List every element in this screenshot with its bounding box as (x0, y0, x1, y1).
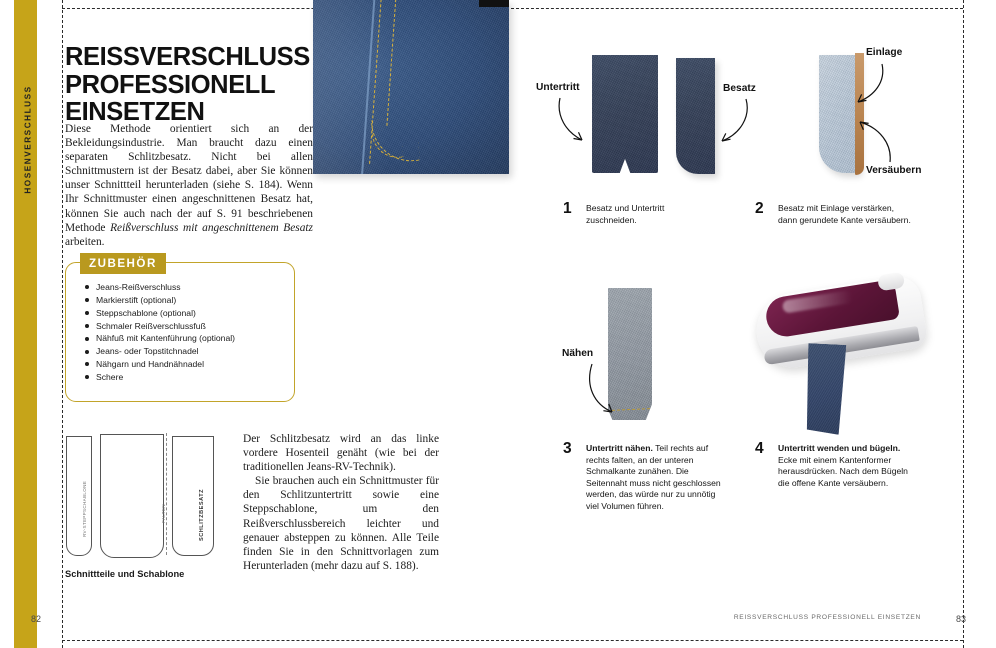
fold-line (166, 433, 167, 555)
photo-corner-mark (479, 0, 509, 7)
trim-line-left (62, 0, 63, 648)
step-3-arrow-naehen (586, 362, 630, 418)
step-4-caption (778, 443, 918, 489)
pattern-pieces-diagram (66, 436, 231, 556)
step-4-photo-fabric (804, 343, 847, 435)
list-item: Schere (84, 371, 294, 384)
pattern-piece-label: RV-STEPPSCHABLONE (82, 480, 87, 537)
body-text-column (243, 432, 439, 573)
list-item: Nähfuß mit Kantenführung (optional) (84, 332, 294, 345)
step-3-caption (586, 443, 726, 513)
step-1-label-besatz: Besatz (723, 83, 756, 94)
iron-knob (877, 272, 905, 292)
step-1-number: 1 (563, 200, 572, 217)
step-3-caption-bold: Untertritt nähen. (586, 443, 653, 453)
list-item: Schmaler Reißverschlussfuß (84, 320, 294, 333)
step-4-caption-bold: Untertritt wenden und bügeln. (778, 443, 901, 453)
list-item: Markierstift (optional) (84, 294, 294, 307)
step-3-label-naehen: Nähen (562, 348, 594, 359)
list-item: Jeans- oder Topstitchnadel (84, 345, 294, 358)
footer-title: REISSVERSCHLUSS PROFESSIONELL EINSETZEN (733, 614, 921, 621)
step-2-label-einlage: Einlage (866, 47, 903, 58)
pattern-piece-template (66, 436, 92, 556)
running-head-vertical: HOSENVERSCHLUSS (23, 85, 33, 194)
step-1-label-untertritt: Untertritt (536, 82, 580, 93)
intro-paragraph: Diese Methode orientiert sich an der Bekleidungsindustrie. Man braucht dazu einen separaten Schlitzbesatz. Nicht bei allen Schnittmustern ist der Besatz dabei, aber Sie können unser Schnittteil herunterladen (siehe S. 184). Wenn Ihr Schnittmuster einen angeschnittenen Besatz hat, können Sie auch nach der auf S. 91 beschriebenen Methode Reißverschluss mit angeschnittenem Besatz arbeiten. (65, 123, 313, 248)
page-number-right: 83 (955, 614, 966, 624)
hero-photo-jeans-fly (313, 0, 509, 174)
list-item: Steppschablone (optional) (84, 307, 294, 320)
step-3-number: 3 (563, 440, 572, 457)
trim-line-bottom (62, 640, 963, 641)
fold-label: FALTEN (161, 504, 166, 523)
body-paragraph: Sie brauchen auch ein Schnittmuster für den Schlitzuntertritt sowie eine Steppschablone, um den Reißverschlussbereich leichter und genauer absteppen zu können. Alle Teile finden Sie in den Schnittvorlagen zum Herunterladen (mehr dazu auf S. 188). (243, 475, 439, 572)
pattern-piece-undertritt (100, 434, 164, 558)
step-2-arrow-einlage (848, 62, 888, 108)
pattern-piece-besatz (172, 436, 214, 556)
step-2-caption: Besatz mit Einlage verstärken, dann gerundete Kante versäubern. (778, 203, 911, 225)
pattern-piece-label: SCHLITZBESATZ (199, 488, 205, 541)
list-item: Nähgarn und Handnähnadel (84, 358, 294, 371)
list-item: Jeans-Reißverschluss (84, 281, 294, 294)
page-title: REISSVERSCHLUSS PROFESSIONELL EINSETZEN (65, 43, 310, 126)
step-1-caption: Besatz und Untertritt zuschneiden. (586, 203, 665, 225)
trim-line-top (62, 8, 963, 9)
trim-line-right (963, 0, 964, 648)
step-1-arrow-untertritt (556, 96, 604, 146)
step-2-label-versaeubern: Versäubern (866, 165, 922, 176)
step-2-arrow-versaeubern (852, 118, 896, 166)
accessories-heading: ZUBEHÖR (80, 253, 166, 274)
step-3-caption-rest: Teil rechts auf rechts falten, an der unteren Schmalkante zunähen. Die Seitennaht muss nicht geschlossen werden, das würde nur zu unnötig viel Volumen führen. (586, 443, 721, 511)
body-paragraph: Der Schlitzbesatz wird an das linke vordere Hosenteil genäht (wie bei der traditionellen Jeans-RV-Technik). (243, 433, 439, 474)
step-4-caption-rest: Ecke mit einem Kantenformer herausdrücken. Nach dem Bügeln die offene Kante versäubern. (778, 454, 908, 488)
step-4-number: 4 (755, 440, 764, 457)
accessories-list (84, 281, 294, 384)
step-1-arrow-besatz (706, 97, 752, 147)
step-2-number: 2 (755, 200, 764, 217)
pattern-diagram-caption: Schnittteile und Schablone (65, 569, 185, 579)
page-number-left: 82 (31, 614, 42, 624)
